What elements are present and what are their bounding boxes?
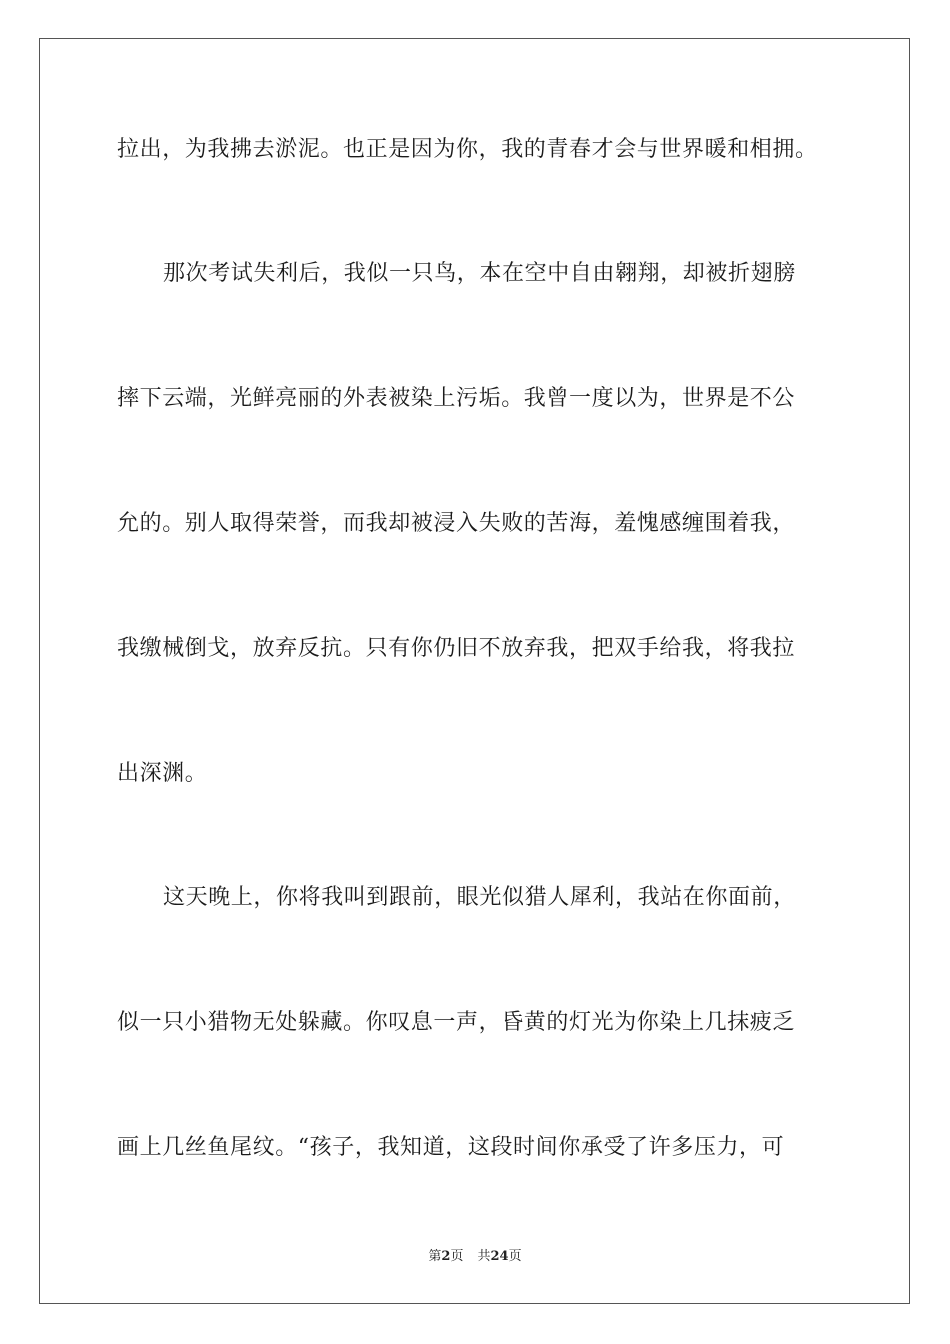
text-line-7: 这天晚上，你将我叫到跟前，眼光似猎人犀利，我站在你面前， [163,885,796,910]
text-line-9: 画上几丝鱼尾纹。“孩子，我知道，这段时间你承受了许多压力，可 [117,1135,785,1160]
text-line-8: 似一只小猎物无处躲藏。你叹息一声，昏黄的灯光为你染上几抹疲乏 [117,1010,796,1035]
page-suffix: 页 [450,1249,464,1264]
text-line-5: 我缴械倒戈，放弃反抗。只有你仍旧不放弃我，把双手给我，将我拉 [117,636,796,661]
text-line-3: 摔下云端，光鲜亮丽的外表被染上污垢。我曾一度以为，世界是不公 [117,386,796,411]
text-line-1: 拉出，为我拂去淤泥。也正是因为你，我的青春才会与世界暖和相拥。 [117,137,818,162]
page-border [39,38,910,1304]
text-line-2: 那次考试失利后，我似一只鸟，本在空中自由翱翔，却被折翅膀 [163,261,796,286]
total-prefix: 共 [477,1249,491,1264]
text-line-6: 出深渊。 [117,761,208,786]
page-number: 2 [441,1249,451,1264]
page-prefix: 第 [428,1249,442,1264]
total-pages: 24 [490,1249,509,1264]
text-line-4: 允的。别人取得荣誉，而我却被浸入失败的苦海，羞愧感缠围着我， [117,511,796,536]
total-suffix: 页 [508,1249,522,1264]
page-footer [0,1248,950,1266]
